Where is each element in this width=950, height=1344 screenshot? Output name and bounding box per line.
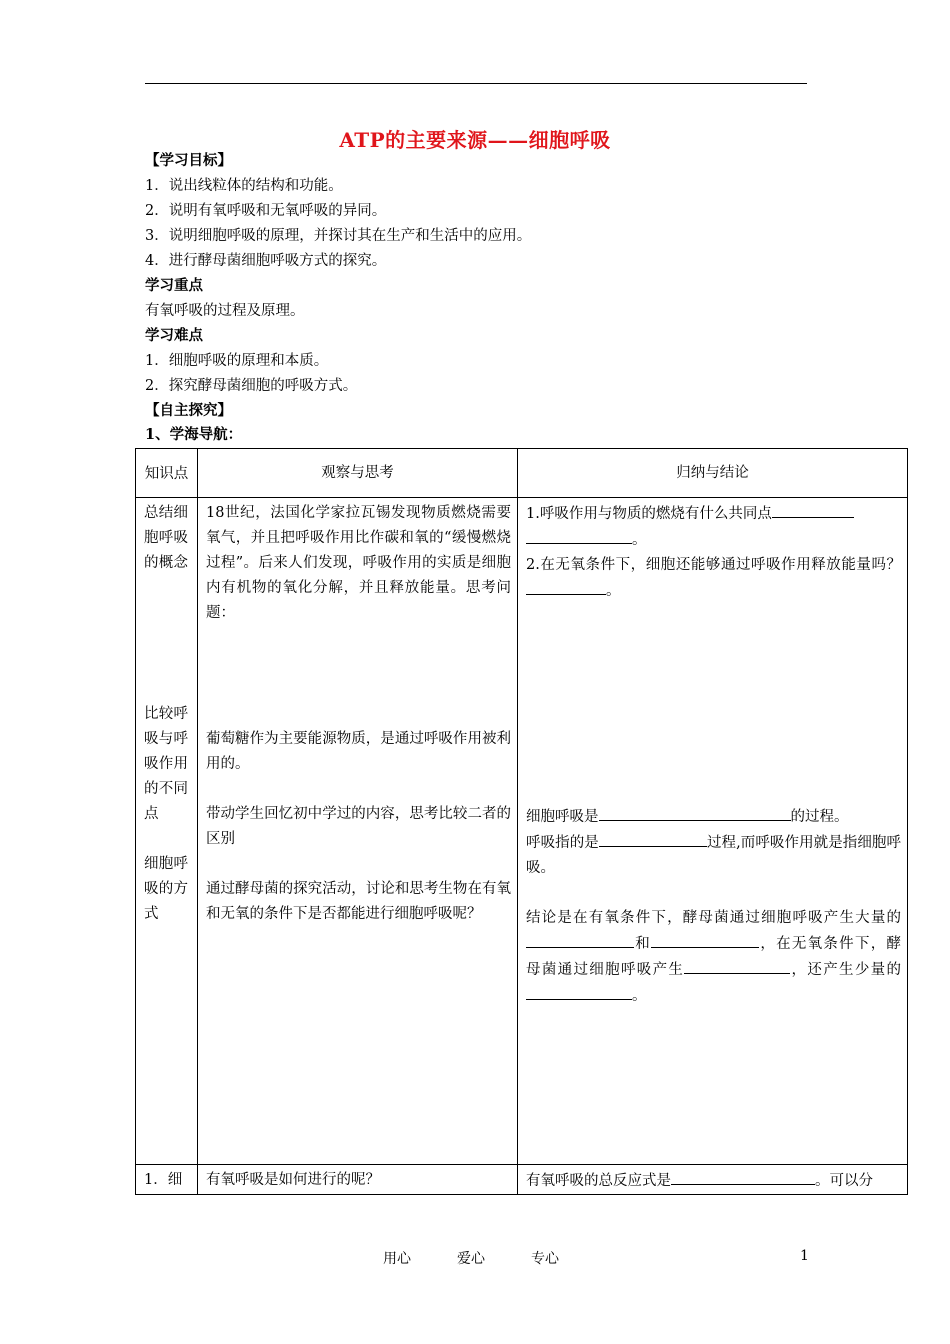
answer-blank[interactable] [772,501,854,518]
conclusion-cell [518,1165,908,1195]
conclusion-q2: 2.在无氧条件下，细胞还能够通过呼吸作用释放能量吗？。 [526,557,901,599]
knowledge-cell [136,1165,198,1195]
conclusion-breathing: 呼吸指的是 过程,而呼吸作用就是指细胞呼吸。 [526,830,901,881]
header-summary-conclusion: 归纳与结论 [518,449,908,498]
knowledge-cell [136,498,198,1165]
page-title: ATP的主要来源——细胞呼吸 [339,128,611,152]
answer-blank[interactable] [526,527,632,544]
table-row [136,1165,908,1195]
answer-blank[interactable] [526,578,606,595]
self-explore-subheading: 1、学海导航： [145,426,243,443]
conclusion-cell [518,498,908,1165]
observe-cell [198,498,518,1165]
observe-text-2: 葡萄糖作为主要能源物质，是通过呼吸作用被利用的。 [206,731,511,772]
difficulty-item-2: 2．探究酵母菌细胞的呼吸方式。 [145,378,358,394]
conclusion-yeast: 结论是在有氧条件下，酵母菌通过细胞呼吸产生大量的和 ，在无氧条件下，酵母菌通过细胞呼吸产生 ，还产生少量的。 [526,910,902,1004]
conclusion-aerobic: 有氧呼吸的总反应式是 。可以分 [526,1168,901,1194]
learning-navigation-table [135,448,908,1195]
observe-cell [198,1165,518,1195]
answer-blank[interactable] [651,931,759,948]
objective-item-2: 2．说明有氧呼吸和无氧呼吸的异同。 [145,203,387,219]
page-number: 1 [800,1248,809,1264]
key-point-heading: 学习重点 [145,277,203,294]
header-observe-think: 观察与思考 [198,449,518,498]
objective-item-4: 4．进行酵母菌细胞呼吸方式的探究。 [145,253,387,269]
difficulty-heading: 学习难点 [145,327,203,344]
table-header-row [136,449,908,498]
answer-blank[interactable] [684,957,790,974]
observe-text-1: 18世纪，法国化学家拉瓦锡发现物质燃烧需要氧气，并且把呼吸作用比作碳和氧的“缓慢燃烧过程”。后来人们发现，呼吸作用的实质是细胞内有机物的氧化分解，并且释放能量。思考问题： [206,505,511,621]
conclusion-cell-respiration: 细胞呼吸是 的过程。 [526,804,901,830]
answer-blank[interactable] [671,1168,815,1185]
observe-text-3: 带动学生回忆初中学过的内容，思考比较二者的区别 [206,806,511,847]
answer-blank[interactable] [599,830,707,847]
objective-item-3: 3．说明细胞呼吸的原理，并探讨其在生产和生活中的应用。 [145,228,532,244]
answer-blank[interactable] [526,931,634,948]
answer-blank[interactable] [599,804,791,821]
observe-text-4: 通过酵母菌的探究活动，讨论和思考生物在有氧和无氧的条件下是否都能进行细胞呼吸呢？ [206,881,511,922]
objective-item-1: 1．说出线粒体的结构和功能。 [145,178,343,194]
answer-blank[interactable] [526,983,632,1000]
knowledge-compare: 比较呼吸与呼吸作用的不同点 [144,706,188,822]
header-rule [145,83,807,84]
knowledge-aerobic: 1．细 [144,1172,183,1188]
self-explore-heading: 【自主探究】 [145,402,232,419]
key-point-text: 有氧呼吸的过程及原理。 [145,303,305,319]
objectives-heading: 【学习目标】 [145,152,232,169]
footer-motto: 用心 爱心 专心 [383,1251,559,1267]
conclusion-q1: 1.呼吸作用与物质的燃烧有什么共同点 。 [526,501,901,553]
table-row [136,498,908,1165]
difficulty-item-1: 1．细胞呼吸的原理和本质。 [145,353,329,369]
header-knowledge-point: 知识点 [136,449,198,498]
knowledge-concept: 总结细胞呼吸的概念 [144,505,188,571]
knowledge-method: 细胞呼吸的方式 [144,856,188,922]
observe-text-5: 有氧呼吸是如何进行的呢？ [206,1172,380,1188]
